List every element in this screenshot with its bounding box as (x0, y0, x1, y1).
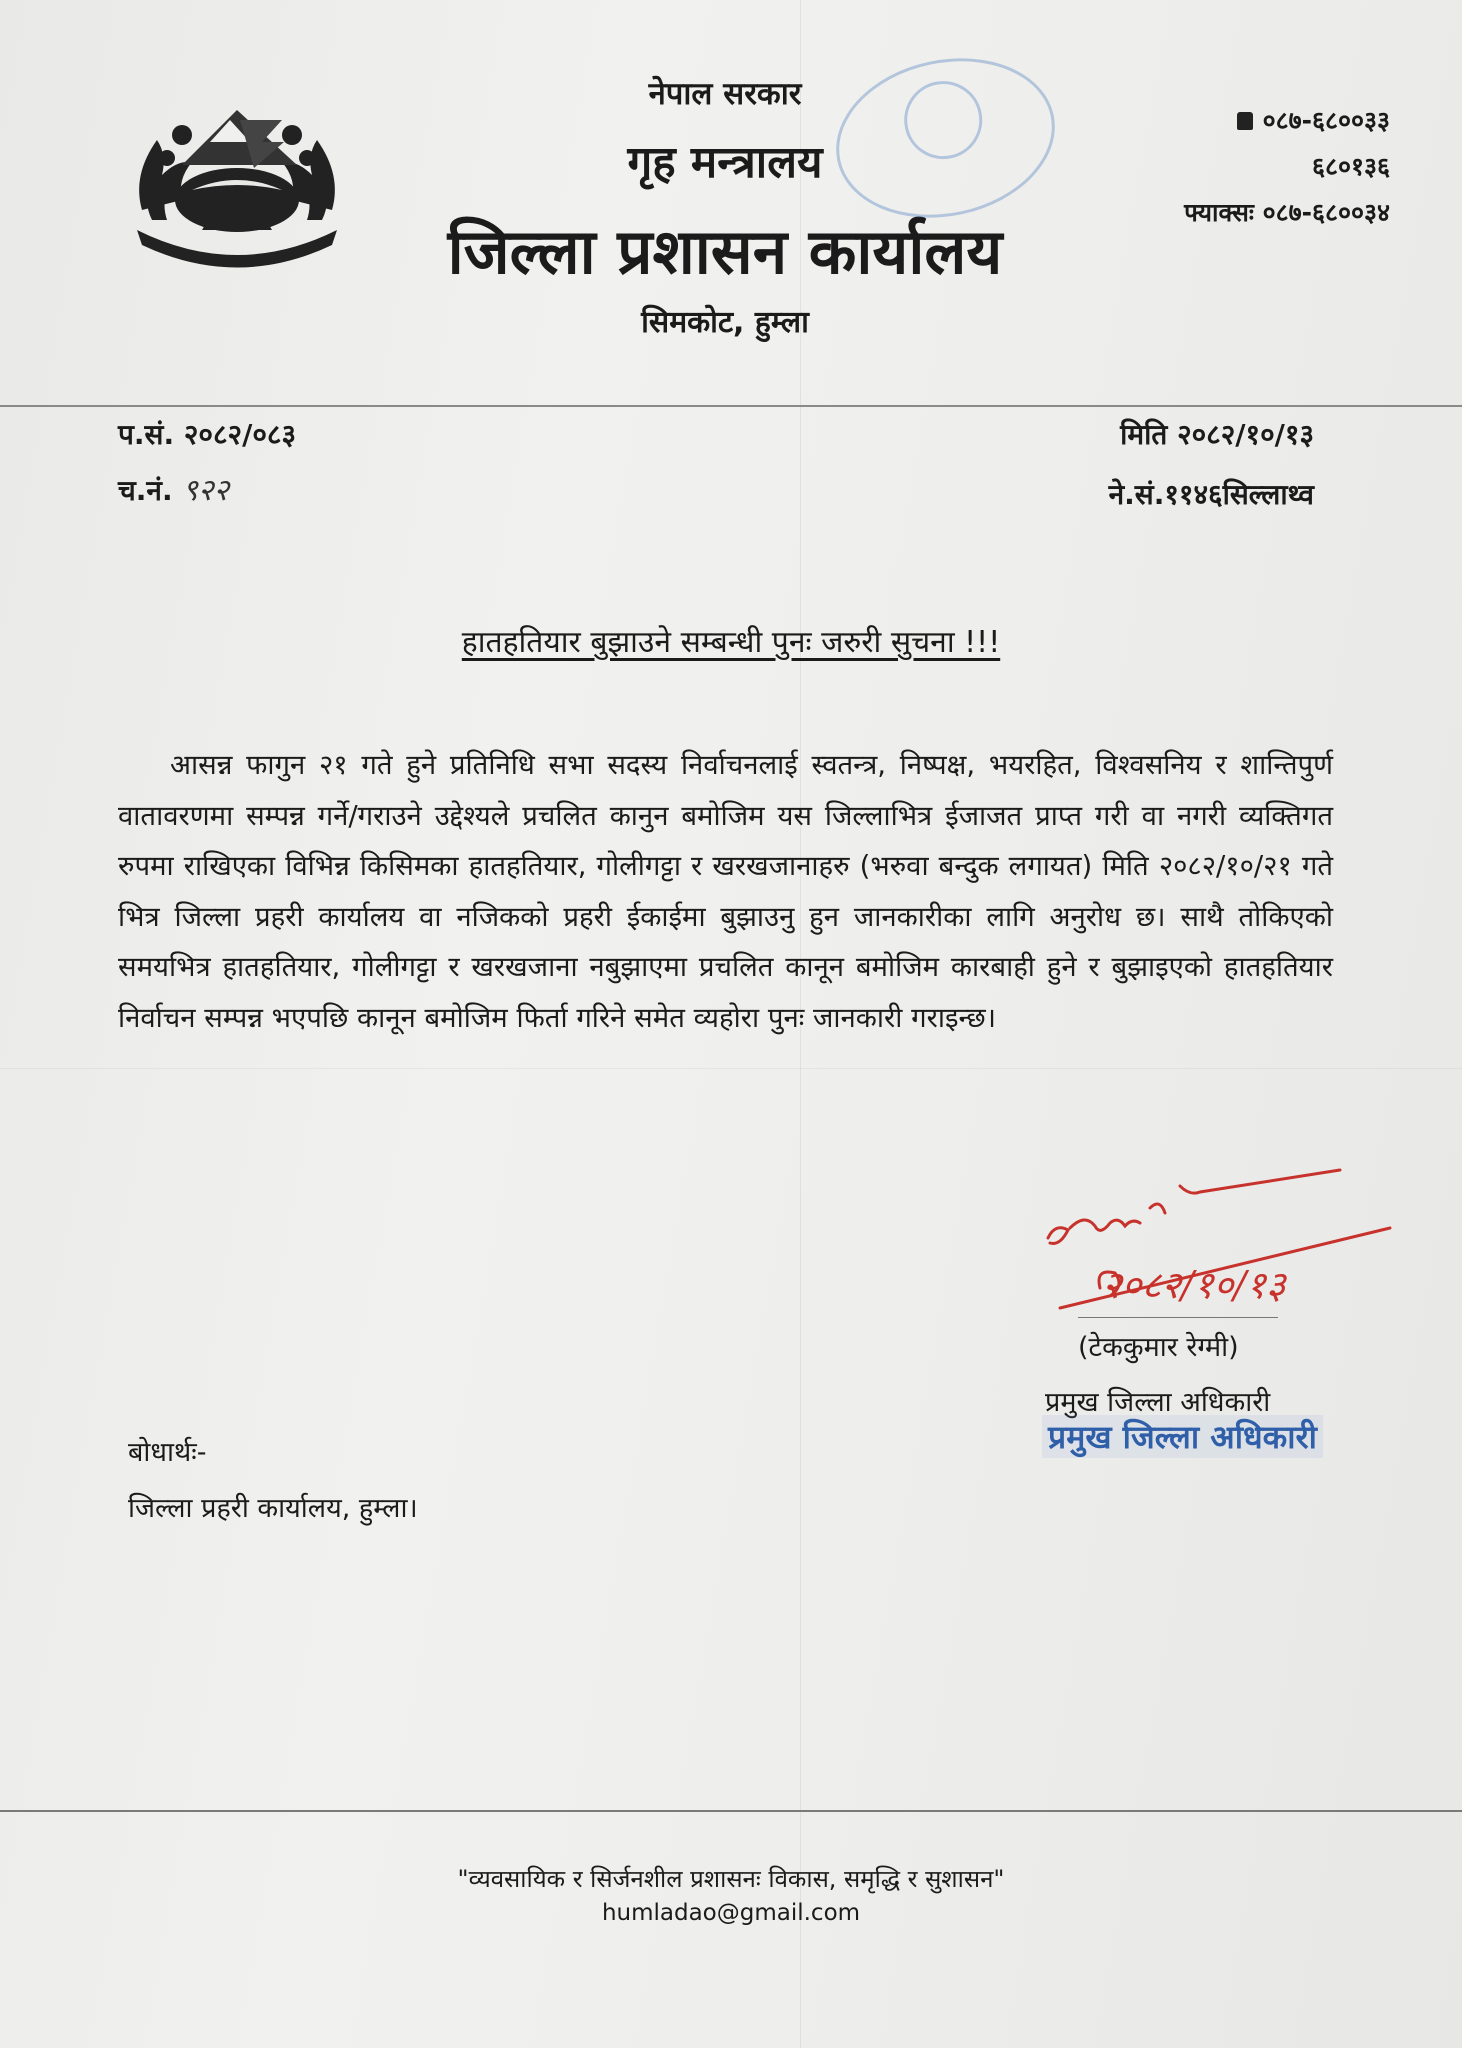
letter-reference-number: प.सं. २०८२/०८३ (118, 418, 297, 451)
phone-line-1: ०८७-६८००३३ (1184, 98, 1390, 144)
signatory-title: प्रमुख जिल्ला अधिकारी (1045, 1387, 1271, 1418)
office-location: सिमकोट, हुम्ला (641, 305, 809, 340)
fax-line: फ्याक्सः ०८७-६८००३४ (1184, 198, 1390, 227)
contact-block (1184, 98, 1390, 236)
dispatch-handwritten-number: ९२२ (182, 473, 230, 508)
signature-date: २०८२/१०/१३ (1102, 1263, 1286, 1307)
signatory-name: (टेककुमार रेग्मी) (1078, 1332, 1239, 1363)
office-name: जिल्ला प्रशासन कार्यालय (447, 215, 1003, 288)
footer-email: humladao@gmail.com (601, 1900, 861, 1926)
phone-line-2: ६८०१३६ (1311, 152, 1390, 181)
notice-body: आसन्न फागुन २१ गते हुने प्रतिनिधि सभा सदस्य निर्वाचनलाई स्वतन्त्र, निष्पक्ष, भयरहित, विश्वसनिय र शान्तिपुर्ण वातावरणमा सम्पन्न गर्ने/गराउने उद्देश्यले प्रचलित कानुन बमोजिम यस जिल्लाभित्र ईजाजत प्राप्त गरी वा नगरी व्यक्तिगत रुपमा राखिएका विभिन्न किसिमका हातहतियार, गोलीगट्टा र खरखजानाहरु (भरुवा बन्दुक लगायत) मिति २०८२/१०/२१ गते भित्र जिल्ला प्रहरी कार्यालय वा नजिकको प्रहरी ईकाईमा बुझाउनु हुन जानकारीका लागि अनुरोध छ। साथै तोकिएको समयभित्र हातहतियार, गोलीगट्टा र खरखजाना नबुझाएमा प्रचलित कानून बमोजिम कारबाही हुने र बुझाइएको हातहतियार निर्वाचन सम्पन्न भएपछि कानून बमोजिम फिर्ता गरिने समेत व्यहोरा पुनः जानकारी गराइन्छ। (118, 749, 1333, 1034)
government-name: नेपाल सरकार (648, 76, 802, 112)
dispatch-number (118, 468, 229, 509)
signature-line (1078, 1317, 1278, 1318)
cc-label: बोधार्थः- (128, 1437, 207, 1468)
cc-recipient: जिल्ला प्रहरी कार्यालय, हुम्ला। (128, 1493, 418, 1524)
designation-stamp: प्रमुख जिल्ला अधिकारी (1042, 1415, 1323, 1458)
footer-divider (0, 1810, 1462, 1812)
notice-subject: हातहतियार बुझाउने सम्बन्धी पुनः जरुरी सुचना !!! (461, 625, 1001, 660)
ministry-name: गृह मन्त्रालय (627, 137, 823, 188)
telephone-icon (1237, 112, 1253, 130)
nepal-sambat-date: ने.सं.११४६सिल्लाथ्व (1108, 478, 1314, 511)
header-divider (0, 405, 1462, 407)
seal-emblem-icon (897, 74, 990, 167)
paper-fold-horizontal (0, 1068, 1462, 1069)
footer-motto: "व्यवसायिक र सिर्जनशील प्रशासनः विकास, समृद्धि र सुशासन" (457, 1865, 1005, 1893)
handwritten-signature (1040, 1168, 1420, 1318)
dispatch-label: च.नं. (118, 474, 173, 507)
letter-date: मिति २०८२/१०/१३ (1120, 418, 1314, 451)
